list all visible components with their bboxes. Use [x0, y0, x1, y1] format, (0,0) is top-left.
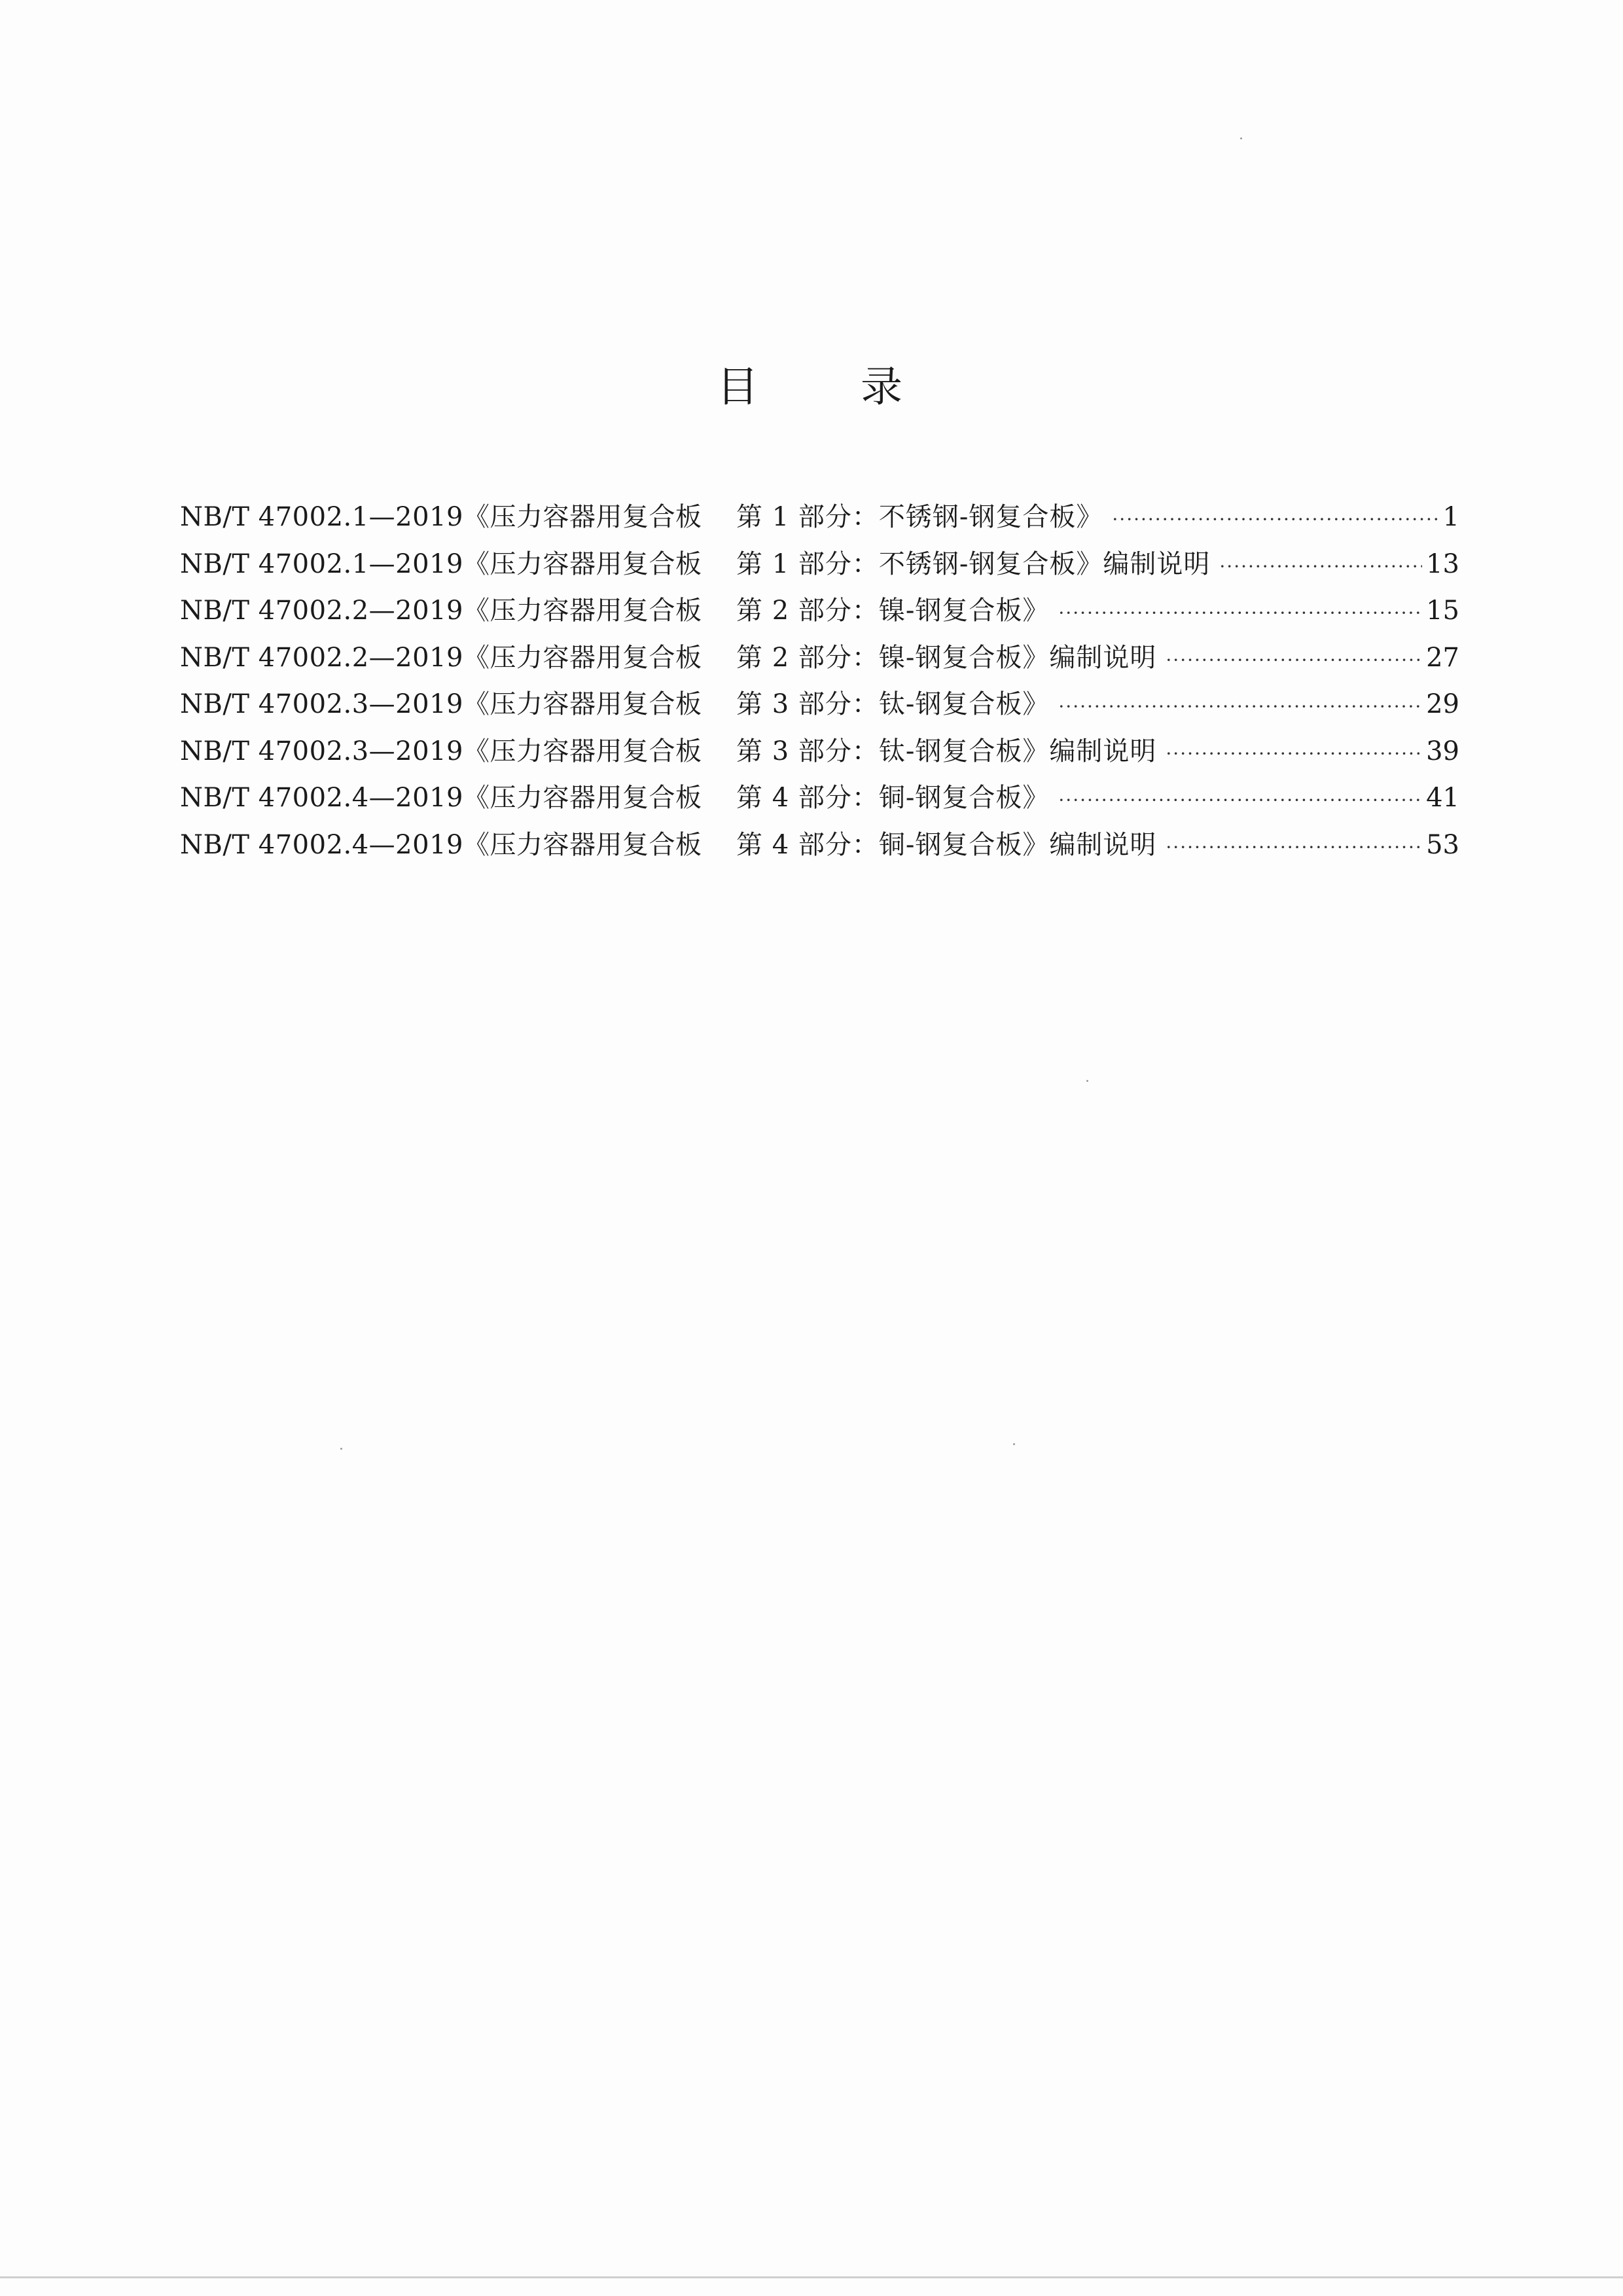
toc-dot-leader [1112, 496, 1438, 543]
page-title [0, 353, 1623, 414]
toc-page-number: 41 [1426, 783, 1459, 813]
toc-page-number: 53 [1426, 829, 1459, 860]
scan-bottom-edge [0, 2276, 1623, 2278]
toc-standard-number: NB/T 47002.2—2019《压力容器用复合板 [180, 642, 702, 673]
toc-dot-leader [1058, 590, 1422, 637]
toc-part-title: 第 4 部分：铜-钢复合板》 [736, 783, 1050, 813]
toc-standard-number: NB/T 47002.3—2019《压力容器用复合板 [180, 689, 702, 719]
toc-entry-part4-notes[interactable] [180, 822, 1459, 869]
toc-part-title: 第 3 部分：钛-钢复合板》编制说明 [736, 736, 1157, 766]
toc-dot-leader [1166, 824, 1422, 871]
table-of-contents [180, 494, 1459, 869]
toc-page-number: 29 [1426, 689, 1459, 719]
toc-page-number: 27 [1426, 642, 1459, 673]
toc-dot-leader [1058, 683, 1422, 730]
toc-part-title: 第 3 部分：钛-钢复合板》 [736, 689, 1050, 719]
toc-part-title: 第 2 部分：镍-钢复合板》编制说明 [736, 642, 1157, 673]
scan-speck [1086, 1080, 1088, 1082]
title-char-2: 录 [861, 363, 906, 412]
toc-entry-part2[interactable] [180, 588, 1459, 635]
toc-entry-part4[interactable] [180, 775, 1459, 822]
title-char-1: 目 [717, 363, 762, 412]
toc-dot-leader [1166, 730, 1422, 778]
toc-part-title: 第 2 部分：镍-钢复合板》 [736, 596, 1050, 626]
toc-part-title: 第 1 部分：不锈钢-钢复合板》编制说明 [736, 548, 1211, 579]
toc-entry-part3-notes[interactable] [180, 728, 1459, 776]
scan-speck [340, 1448, 342, 1450]
toc-entry-part3[interactable] [180, 681, 1459, 728]
toc-dot-leader [1166, 637, 1422, 684]
toc-dot-leader [1219, 543, 1422, 590]
toc-standard-number: NB/T 47002.1—2019《压力容器用复合板 [180, 548, 702, 579]
toc-page-number: 1 [1442, 502, 1459, 532]
toc-dot-leader [1058, 777, 1422, 824]
scan-speck [1013, 1443, 1015, 1445]
toc-page-number: 15 [1426, 596, 1459, 626]
toc-standard-number: NB/T 47002.4—2019《压力容器用复合板 [180, 829, 702, 860]
toc-standard-number: NB/T 47002.3—2019《压力容器用复合板 [180, 736, 702, 766]
toc-entry-part2-notes[interactable] [180, 635, 1459, 682]
toc-page-number: 39 [1426, 736, 1459, 766]
scan-speck [1240, 137, 1242, 139]
toc-entry-part1-notes[interactable] [180, 541, 1459, 588]
toc-part-title: 第 4 部分：铜-钢复合板》编制说明 [736, 829, 1157, 860]
toc-standard-number: NB/T 47002.2—2019《压力容器用复合板 [180, 596, 702, 626]
toc-page-number: 13 [1426, 548, 1459, 579]
toc-part-title: 第 1 部分：不锈钢-钢复合板》 [736, 502, 1103, 532]
toc-standard-number: NB/T 47002.1—2019《压力容器用复合板 [180, 502, 702, 532]
toc-entry-part1[interactable] [180, 494, 1459, 541]
toc-standard-number: NB/T 47002.4—2019《压力容器用复合板 [180, 783, 702, 813]
